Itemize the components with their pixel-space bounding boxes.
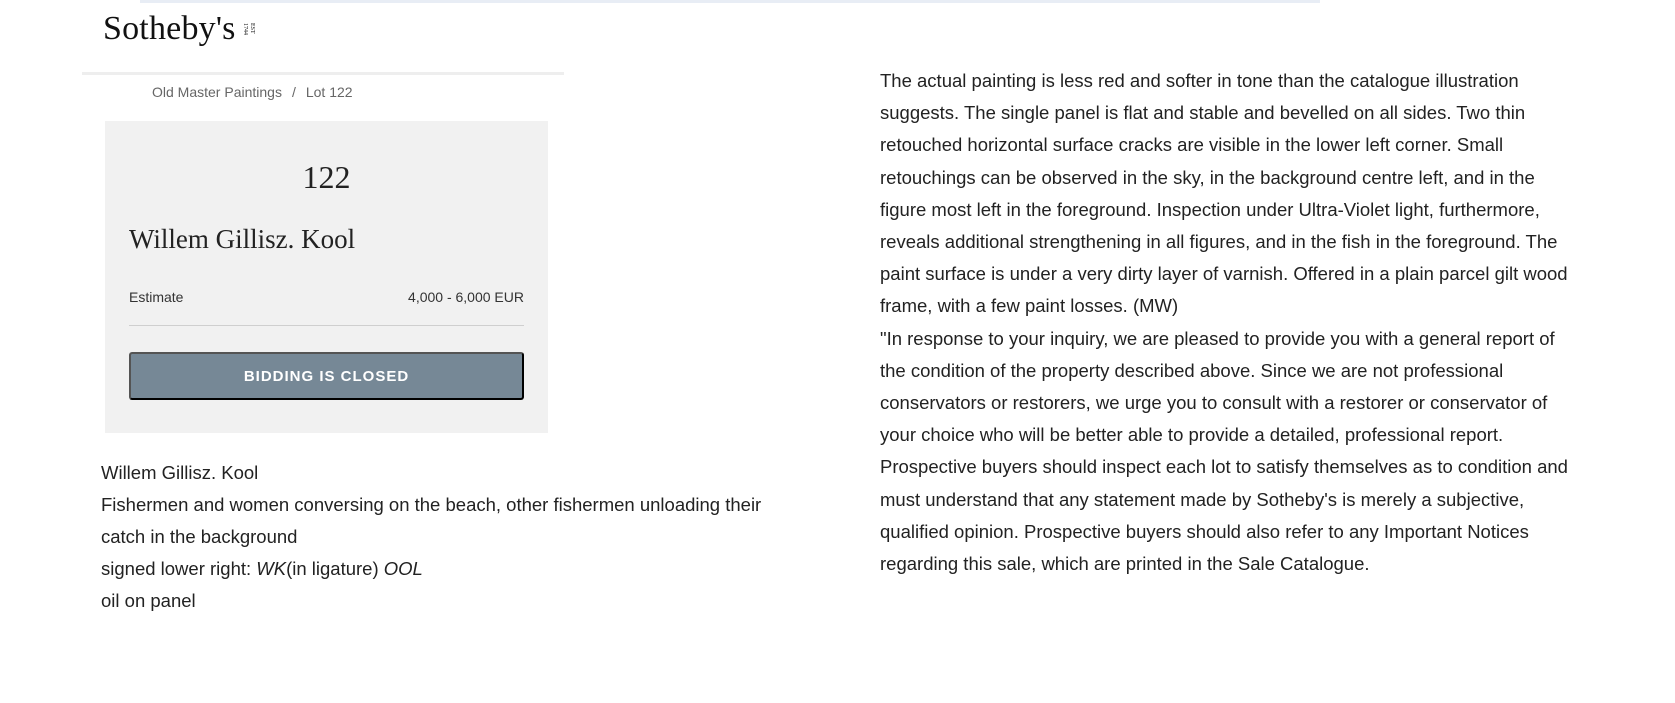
lot-number: 122: [302, 159, 351, 195]
estimate-label: Estimate: [129, 289, 184, 305]
condition-report-paragraph: The actual painting is less red and softer in tone than the catalogue illustration suggests. The single panel is flat and stable and bevelled on all sides. Two thin retouched horizontal surface cracks are visible in the lower left corner. Small retouchings can be observed in the sky, in the background centre left, and in the figure most left in the foreground. Inspection under Ultra-Violet light, furthermore, reveals additional strengthening in all figures, and in the fish in the foreground. The paint surface is under a very dirty layer of varnish. Offered in a plain parcel gilt wood frame, with a few paint losses. (MW): [880, 70, 1568, 317]
lot-artist-name: Willem Gillisz. Kool: [129, 224, 356, 254]
breadcrumb-lot: Lot 122: [305, 84, 353, 100]
signature-monogram: WK: [256, 558, 287, 579]
description-medium: oil on panel: [101, 590, 196, 611]
description-artist: Willem Gillisz. Kool: [101, 462, 259, 483]
top-progress-strip: [140, 0, 1320, 3]
estimate-row: [129, 289, 524, 305]
lot-bidding-card: [105, 121, 548, 433]
header-divider: [82, 72, 564, 75]
card-divider: [129, 325, 524, 326]
logo-est-label: EST: [248, 23, 255, 34]
breadcrumb-category-link[interactable]: Old Master Paintings: [152, 84, 282, 100]
description-title: Fishermen and women conversing on the beach, other fishermen unloading their catch in the background: [101, 494, 762, 547]
logo-established-mark: [241, 23, 255, 35]
signature-middle: (in ligature): [286, 558, 384, 579]
breadcrumb-separator: /: [291, 84, 296, 100]
estimate-value: 4,000 - 6,000 EUR: [408, 289, 524, 305]
signature-suffix: OOL: [383, 558, 423, 579]
bidding-closed-button[interactable]: BIDDING IS CLOSED: [129, 352, 524, 400]
sothebys-logo[interactable]: [103, 10, 254, 48]
condition-disclaimer-paragraph: "In response to your inquiry, we are pleased to provide you with a general report of the condition of the property described above. Since we are not professional conservators or restorers, we urge you to consult with a restorer or conservator of your choice who will be better able to provide a detailed, professional report. Prospective buyers should inspect each lot to satisfy themselves as to condition and must understand that any statement made by Sotheby's is merely a subjective, qualified opinion. Prospective buyers should also refer to any Important Notices regarding this sale, which are printed in the Sale Catalogue.: [880, 327, 1568, 575]
logo-est-year: 1744: [241, 23, 248, 35]
description-signature: [101, 553, 791, 585]
condition-report: [880, 65, 1580, 580]
signature-prefix: signed lower right:: [101, 558, 257, 579]
logo-wordmark: Sotheby's: [103, 10, 236, 47]
lot-description: [101, 457, 791, 617]
breadcrumb: [152, 84, 353, 100]
